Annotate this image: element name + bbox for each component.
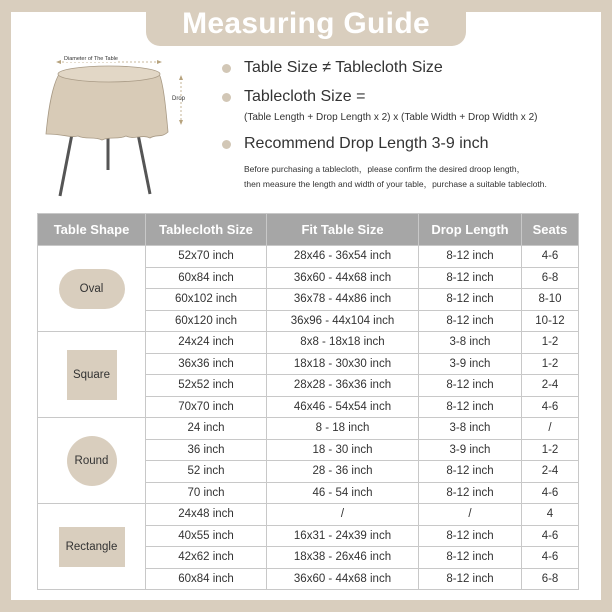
drop-cell: 3-8 inch	[419, 332, 522, 354]
seats-cell: /	[522, 418, 579, 440]
fit-size-cell: 18x38 - 26x46 inch	[267, 547, 419, 569]
drop-cell: 8-12 inch	[419, 267, 522, 289]
tablecloth-size-cell: 42x62 inch	[146, 547, 267, 569]
header-drop-length: Drop Length	[419, 214, 522, 246]
bullet-dot	[222, 140, 231, 149]
seats-cell: 1-2	[522, 353, 579, 375]
fit-size-cell: 36x96 - 44x104 inch	[267, 310, 419, 332]
tablecloth-size-cell: 24x24 inch	[146, 332, 267, 354]
drop-cell: 8-12 inch	[419, 461, 522, 483]
drop-cell: 3-8 inch	[419, 418, 522, 440]
tablecloth-size-cell: 24x48 inch	[146, 504, 267, 526]
tablecloth-size-cell: 36x36 inch	[146, 353, 267, 375]
seats-cell: 2-4	[522, 375, 579, 397]
header-table-shape: Table Shape	[38, 214, 146, 246]
seats-cell: 4	[522, 504, 579, 526]
diameter-label: Diameter of The Table	[64, 56, 118, 62]
header-seats: Seats	[522, 214, 579, 246]
drop-cell: 8-12 inch	[419, 396, 522, 418]
arrow-head	[56, 60, 61, 64]
drop-cell: 3-9 inch	[419, 439, 522, 461]
round-shape-badge: Round	[67, 436, 117, 486]
table-row	[38, 418, 579, 440]
fit-size-cell: 36x78 - 44x86 inch	[267, 289, 419, 311]
arrow-head	[157, 60, 162, 64]
drop-cell: 8-12 inch	[419, 310, 522, 332]
seats-cell: 2-4	[522, 461, 579, 483]
drop-cell: 8-12 inch	[419, 547, 522, 569]
drop-cell: 8-12 inch	[419, 246, 522, 268]
drop-cell: 8-12 inch	[419, 568, 522, 590]
seats-cell: 1-2	[522, 439, 579, 461]
seats-cell: 4-6	[522, 246, 579, 268]
table-row	[38, 332, 579, 354]
tablecloth-size-cell: 52 inch	[146, 461, 267, 483]
fit-size-cell: 28 - 36 inch	[267, 461, 419, 483]
seats-cell: 4-6	[522, 525, 579, 547]
bullet-heading-2: Tablecloth Size =	[244, 88, 366, 105]
drop-cell: 8-12 inch	[419, 375, 522, 397]
shape-cell-oval	[38, 246, 146, 332]
bullet-heading-3: Recommend Drop Length 3-9 inch	[244, 135, 489, 152]
fit-size-cell: 8x8 - 18x18 inch	[267, 332, 419, 354]
tablecloth-size-cell: 60x120 inch	[146, 310, 267, 332]
seats-cell: 10-12	[522, 310, 579, 332]
fit-size-cell: 28x28 - 36x36 inch	[267, 375, 419, 397]
seats-cell: 6-8	[522, 267, 579, 289]
table-header-row	[38, 214, 579, 246]
tablecloth-size-cell: 24 inch	[146, 418, 267, 440]
header-tablecloth-size: Tablecloth Size	[146, 214, 267, 246]
square-shape-badge: Square	[67, 350, 117, 400]
seats-cell: 4-6	[522, 482, 579, 504]
drop-label: Drop	[172, 96, 186, 102]
tabletop-shape	[58, 66, 160, 82]
fit-size-cell: /	[267, 504, 419, 526]
tablecloth-size-cell: 52x70 inch	[146, 246, 267, 268]
size-table	[37, 213, 579, 590]
fit-size-cell: 46x46 - 54x54 inch	[267, 396, 419, 418]
fit-size-cell: 18 - 30 inch	[267, 439, 419, 461]
header-fit-table-size: Fit Table Size	[267, 214, 419, 246]
shape-cell-rectangle	[38, 504, 146, 590]
table-row	[38, 246, 579, 268]
oval-shape-badge: Oval	[59, 269, 125, 309]
rectangle-shape-badge: Rectangle	[59, 527, 125, 567]
drop-cell: 3-9 inch	[419, 353, 522, 375]
tablecloth-size-cell: 60x84 inch	[146, 267, 267, 289]
tablecloth-size-cell: 70 inch	[146, 482, 267, 504]
shape-cell-square	[38, 332, 146, 418]
tablecloth-size-cell: 70x70 inch	[146, 396, 267, 418]
tablecloth-size-cell: 60x84 inch	[146, 568, 267, 590]
arrow-head	[179, 75, 183, 80]
seats-cell: 4-6	[522, 396, 579, 418]
table-row	[38, 504, 579, 526]
tablecloth-size-cell: 60x102 inch	[146, 289, 267, 311]
fit-size-cell: 36x60 - 44x68 inch	[267, 267, 419, 289]
drop-cell: /	[419, 504, 522, 526]
bullet-heading-1: Table Size ≠ Tablecloth Size	[244, 59, 443, 76]
note-line-2: then measure the length and width of your table，purchase a suitable tablecloth.	[244, 179, 547, 189]
seats-cell: 1-2	[522, 332, 579, 354]
note-line-1: Before purchasing a tablecloth，please confirm the desired droop length，	[244, 164, 526, 174]
table-leg	[60, 134, 72, 196]
shape-cell-round	[38, 418, 146, 504]
tablecloth-size-cell: 40x55 inch	[146, 525, 267, 547]
fit-size-cell: 18x18 - 30x30 inch	[267, 353, 419, 375]
seats-cell: 4-6	[522, 547, 579, 569]
arrow-head	[179, 120, 183, 125]
tablecloth-formula: (Table Length + Drop Length x 2) x (Table Width + Drop Width x 2)	[244, 112, 538, 123]
fit-size-cell: 8 - 18 inch	[267, 418, 419, 440]
fit-size-cell: 36x60 - 44x68 inch	[267, 568, 419, 590]
bullet-dot	[222, 64, 231, 73]
table-illustration	[38, 50, 198, 200]
drop-cell: 8-12 inch	[419, 525, 522, 547]
fit-size-cell: 46 - 54 inch	[267, 482, 419, 504]
fit-size-cell: 16x31 - 24x39 inch	[267, 525, 419, 547]
seats-cell: 6-8	[522, 568, 579, 590]
tablecloth-size-cell: 52x52 inch	[146, 375, 267, 397]
bullet-dot	[222, 93, 231, 102]
tablecloth-size-cell: 36 inch	[146, 439, 267, 461]
fit-size-cell: 28x46 - 36x54 inch	[267, 246, 419, 268]
drop-cell: 8-12 inch	[419, 289, 522, 311]
table-leg	[138, 134, 150, 194]
drop-cell: 8-12 inch	[419, 482, 522, 504]
seats-cell: 8-10	[522, 289, 579, 311]
page-title: Measuring Guide	[182, 7, 430, 40]
